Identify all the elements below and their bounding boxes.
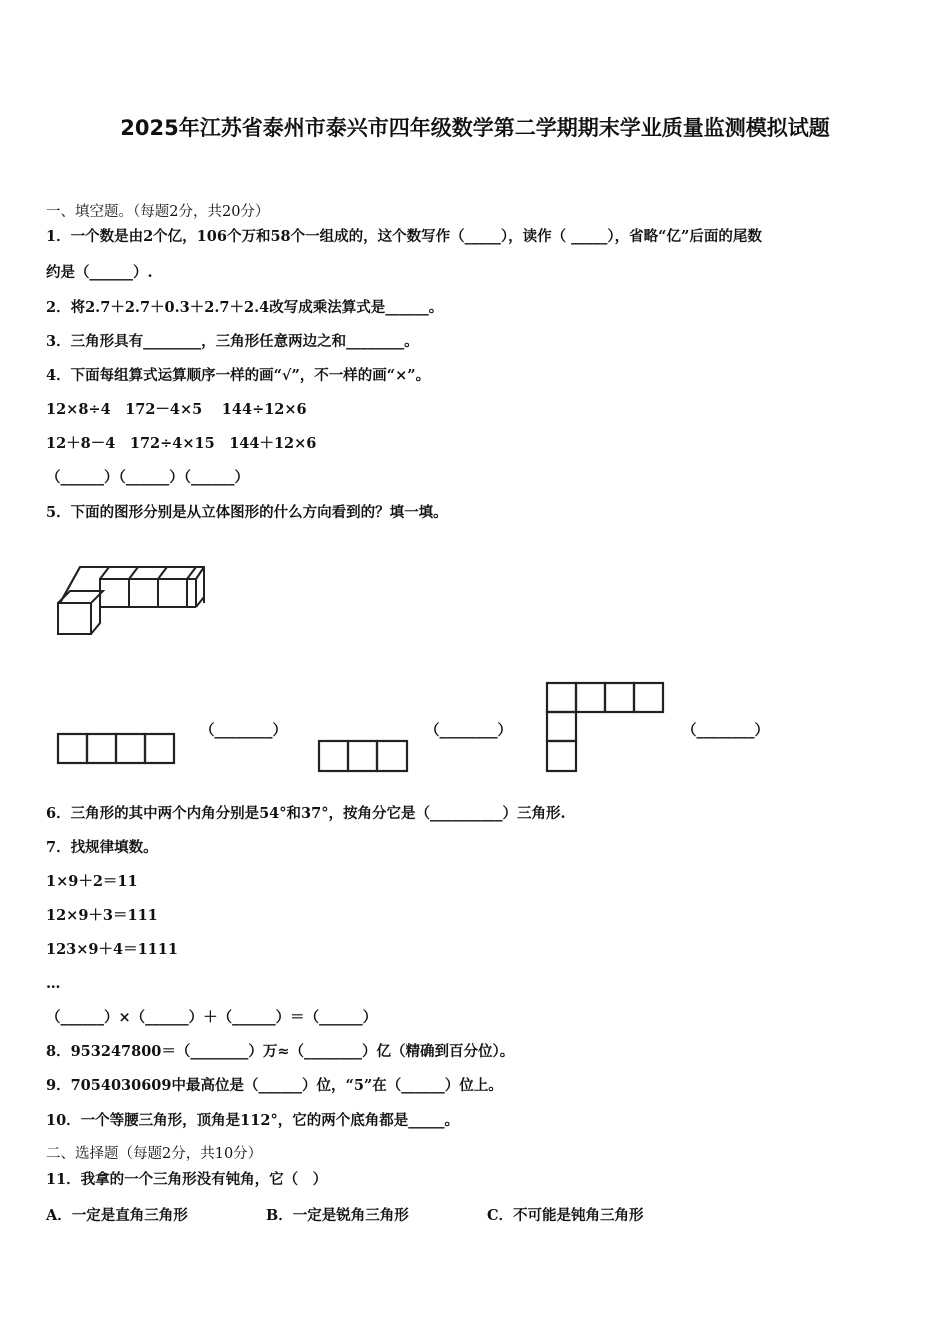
question-1-line-1: 1．一个数是由2个亿，106个万和58个一组成的，这个数写作（_____），读作（ _____），省略“亿”后面的尾数 — [46, 228, 762, 245]
question-5-blank-3[interactable]: （________） — [682, 722, 769, 739]
view-figure-1 — [57, 733, 177, 765]
section-heading-fill-blank: 一、填空题。（每题2分，共20分） — [46, 204, 270, 220]
question-11: 11．我拿的一个三角形没有钝角，它（ ） — [46, 1171, 328, 1188]
question-7-row-1: 1×9＋2＝11 — [46, 873, 138, 890]
question-11-option-b[interactable]: B．一定是锐角三角形 — [266, 1207, 409, 1224]
section-heading-choice: 二、选择题（每题2分，共10分） — [46, 1146, 263, 1162]
question-3: 3．三角形具有________，三角形任意两边之和________。 — [46, 333, 419, 350]
question-1-line-2: 约是（______）. — [46, 264, 153, 281]
view-figure-2 — [318, 740, 410, 772]
question-4-row-1: 12×8÷4 172－4×5 144÷12×6 — [46, 401, 307, 418]
question-2: 2．将2.7＋2.7＋0.3＋2.7＋2.4改写成乘法算式是______。 — [46, 299, 444, 316]
solid-figure — [56, 563, 206, 638]
question-7-ellipsis: … — [46, 975, 61, 992]
question-7: 7．找规律填数。 — [46, 839, 158, 856]
page-title: 2025年江苏省泰州市泰兴市四年级数学第二学期期末学业质量监测模拟试题 — [120, 116, 830, 140]
question-5: 5．下面的图形分别是从立体图形的什么方向看到的？填一填。 — [46, 504, 448, 521]
question-6: 6．三角形的其中两个内角分别是54°和37°，按角分它是（__________）三角形. — [46, 805, 566, 822]
question-7-row-2: 12×9＋3＝111 — [46, 907, 158, 924]
question-10: 10．一个等腰三角形，顶角是112°，它的两个底角都是_____。 — [46, 1112, 459, 1129]
view-figure-3 — [546, 682, 666, 774]
question-11-option-c[interactable]: C．不可能是钝角三角形 — [487, 1207, 644, 1224]
question-4-blanks: （______）（______）（______） — [46, 469, 249, 486]
question-4-row-2: 12＋8－4 172÷4×15 144＋12×6 — [46, 435, 317, 452]
question-7-row-3: 123×9＋4＝1111 — [46, 941, 178, 958]
question-4: 4．下面每组算式运算顺序一样的画“√”，不一样的画“×”。 — [46, 367, 431, 384]
question-5-blank-1[interactable]: （________） — [200, 722, 287, 739]
question-8: 8．953247800＝（________）万≈（________）亿（精确到百分位）。 — [46, 1043, 515, 1060]
question-5-blank-2[interactable]: （________） — [425, 722, 512, 739]
question-11-option-a[interactable]: A．一定是直角三角形 — [46, 1207, 188, 1224]
question-7-answer-row: （______）×（______）＋（______）＝（______） — [46, 1009, 378, 1026]
question-9: 9．7054030609中最高位是（______）位，“5”在（______）位上。 — [46, 1077, 503, 1094]
